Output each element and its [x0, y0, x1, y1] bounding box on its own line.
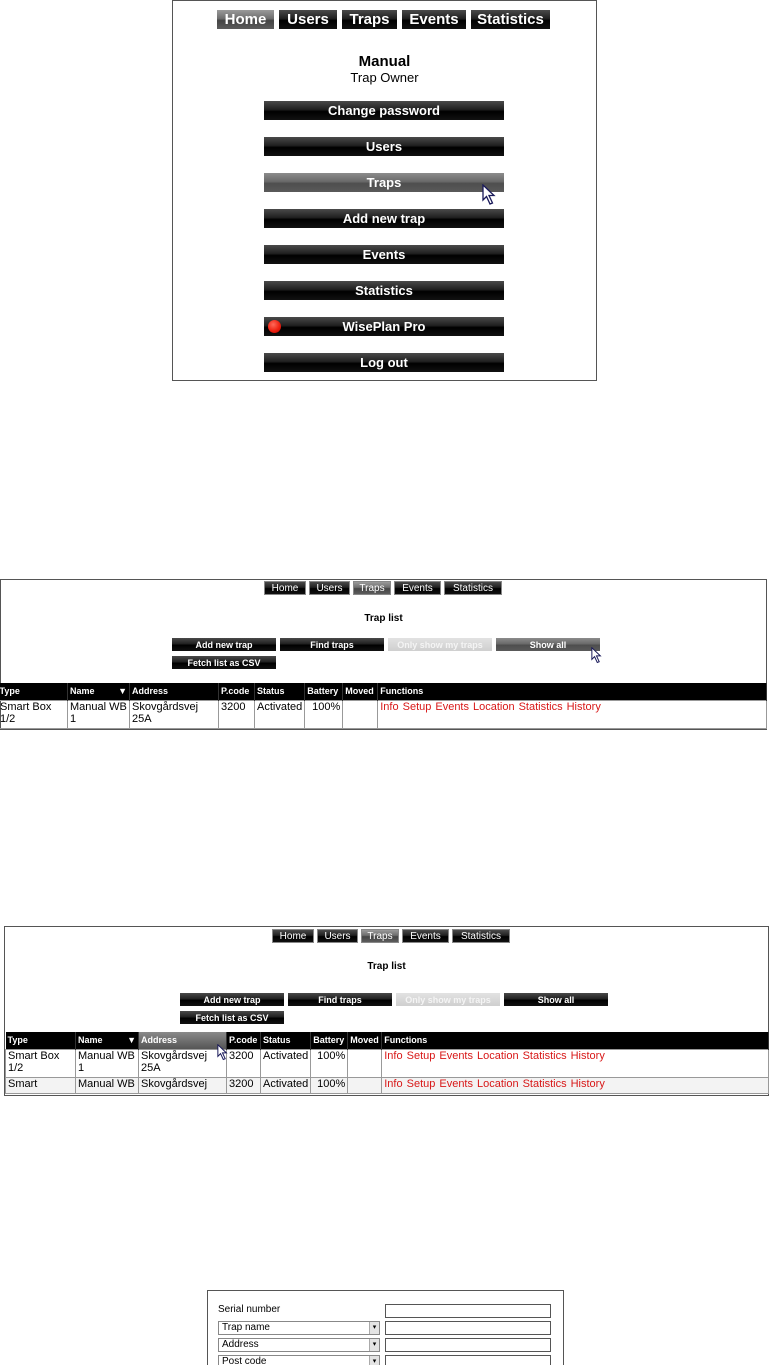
- user-name: Manual: [358, 53, 411, 70]
- info-link[interactable]: Info: [384, 1077, 403, 1090]
- nav-events[interactable]: Events: [402, 10, 466, 29]
- only-show-my-traps-button[interactable]: Only show my traps: [396, 993, 500, 1006]
- cell-type: Smart Box 1/2: [6, 1049, 76, 1077]
- info-link[interactable]: Info: [380, 700, 399, 713]
- cell-name: Manual WB 1: [76, 1049, 139, 1077]
- top-nav: [264, 581, 502, 595]
- nav-home[interactable]: Home: [264, 581, 306, 595]
- statistics-link[interactable]: Statistics: [522, 1077, 567, 1090]
- trap-list-panel-1: [0, 579, 767, 730]
- cell-address: Skovgårdsvej: [139, 1077, 227, 1093]
- cell-address: Skovgårdsvej 25A: [139, 1049, 227, 1077]
- change-password-button[interactable]: Change password: [264, 101, 504, 120]
- history-link[interactable]: History: [566, 700, 601, 713]
- nav-statistics[interactable]: Statistics: [452, 929, 510, 943]
- find-traps-button[interactable]: Find traps: [288, 993, 392, 1006]
- cell-status: Activated: [255, 700, 305, 728]
- events-link[interactable]: Events: [439, 1077, 473, 1090]
- nav-events[interactable]: Events: [394, 581, 441, 595]
- trap-search-form: [207, 1290, 564, 1365]
- table-row: [6, 1049, 769, 1077]
- location-link[interactable]: Location: [477, 1049, 519, 1062]
- sort-arrow-icon: ▼: [118, 686, 127, 697]
- col-status[interactable]: Status: [255, 683, 305, 700]
- cell-pcode: 3200: [227, 1077, 261, 1093]
- col-name[interactable]: [76, 1032, 139, 1049]
- cell-status: Activated: [261, 1077, 311, 1093]
- traps-button[interactable]: Traps: [264, 173, 504, 192]
- events-button[interactable]: Events: [264, 245, 504, 264]
- trap-name-input[interactable]: [385, 1321, 551, 1335]
- dropdown-arrow-icon: ▾: [369, 1356, 379, 1365]
- log-out-button[interactable]: Log out: [264, 353, 504, 372]
- nav-events[interactable]: Events: [402, 929, 449, 943]
- info-link[interactable]: Info: [384, 1049, 403, 1062]
- col-address[interactable]: Address: [139, 1032, 227, 1049]
- dropdown-arrow-icon: ▾: [369, 1339, 379, 1351]
- cell-battery: 100%: [305, 700, 343, 728]
- nav-users[interactable]: Users: [309, 581, 350, 595]
- statistics-link[interactable]: Statistics: [518, 700, 563, 713]
- dropdown-arrow-icon: ▾: [369, 1322, 379, 1334]
- col-moved[interactable]: Moved: [348, 1032, 382, 1049]
- trap-list-panel-2: [4, 926, 769, 1096]
- events-link[interactable]: Events: [439, 1049, 473, 1062]
- col-pcode[interactable]: P.code: [219, 683, 255, 700]
- fetch-csv-button[interactable]: Fetch list as CSV: [172, 656, 276, 669]
- statistics-link[interactable]: Statistics: [522, 1049, 567, 1062]
- trap-table: [0, 683, 767, 729]
- cell-status: Activated: [261, 1049, 311, 1077]
- page-title: Trap list: [367, 961, 406, 972]
- setup-link[interactable]: Setup: [402, 700, 432, 713]
- cell-pcode: 3200: [219, 700, 255, 728]
- col-battery[interactable]: Battery: [305, 683, 343, 700]
- table-header-row: [0, 683, 767, 700]
- find-traps-button[interactable]: Find traps: [280, 638, 384, 651]
- nav-home[interactable]: Home: [217, 10, 274, 29]
- nav-statistics[interactable]: Statistics: [444, 581, 502, 595]
- col-type[interactable]: Type: [6, 1032, 76, 1049]
- cell-battery: 100%: [311, 1049, 348, 1077]
- mouse-cursor-icon: [217, 1044, 228, 1061]
- col-moved[interactable]: Moved: [343, 683, 378, 700]
- setup-link[interactable]: Setup: [406, 1077, 436, 1090]
- table-row: [0, 700, 767, 728]
- top-nav: [217, 10, 550, 29]
- cell-functions: [378, 700, 767, 728]
- cell-name: Manual WB: [76, 1077, 139, 1093]
- status-dot-icon: [268, 320, 281, 333]
- cell-type: Smart: [6, 1077, 76, 1093]
- show-all-button[interactable]: Show all: [504, 993, 608, 1006]
- cell-functions: [382, 1077, 769, 1093]
- cell-name: Manual WB 1: [68, 700, 130, 728]
- nav-home[interactable]: Home: [272, 929, 314, 943]
- top-nav: [272, 929, 510, 943]
- location-link[interactable]: Location: [477, 1077, 519, 1090]
- field-select-3[interactable]: [218, 1355, 380, 1365]
- nav-traps[interactable]: Traps: [361, 929, 399, 943]
- statistics-button[interactable]: Statistics: [264, 281, 504, 300]
- history-link[interactable]: History: [570, 1077, 605, 1090]
- wiseplan-pro-button[interactable]: [264, 317, 504, 336]
- col-address[interactable]: Address: [130, 683, 219, 700]
- users-button[interactable]: Users: [264, 137, 504, 156]
- trap-table: [5, 1032, 769, 1094]
- nav-users[interactable]: Users: [317, 929, 358, 943]
- cell-moved: [348, 1077, 382, 1093]
- col-battery[interactable]: Battery: [311, 1032, 348, 1049]
- cell-battery: 100%: [311, 1077, 348, 1093]
- fetch-csv-button[interactable]: Fetch list as CSV: [180, 1011, 284, 1024]
- cell-pcode: 3200: [227, 1049, 261, 1077]
- page-title: Trap list: [364, 613, 403, 624]
- serial-number-label: Serial number: [218, 1304, 281, 1315]
- sort-arrow-icon: ▼: [127, 1035, 136, 1046]
- nav-traps[interactable]: Traps: [353, 581, 391, 595]
- field-select-value: Post code: [222, 1356, 267, 1365]
- cell-type: Smart Box 1/2: [0, 700, 68, 728]
- col-name-label: Name: [70, 686, 95, 697]
- wiseplan-pro-label: WisePlan Pro: [342, 319, 426, 334]
- mouse-cursor-icon: [591, 647, 602, 664]
- field-select-2[interactable]: [218, 1338, 380, 1352]
- show-all-button[interactable]: Show all: [496, 638, 600, 651]
- nav-statistics[interactable]: Statistics: [471, 10, 550, 29]
- col-pcode[interactable]: P.code: [227, 1032, 261, 1049]
- cell-functions: [382, 1049, 769, 1077]
- col-status[interactable]: Status: [261, 1032, 311, 1049]
- col-functions: Functions: [378, 683, 767, 700]
- nav-traps[interactable]: Traps: [342, 10, 397, 29]
- mouse-cursor-icon: [482, 184, 496, 206]
- table-row: [6, 1077, 769, 1093]
- field-select-1[interactable]: [218, 1321, 380, 1335]
- table-header-row: [6, 1032, 769, 1049]
- user-role: Trap Owner: [350, 70, 419, 85]
- only-show-my-traps-button[interactable]: Only show my traps: [388, 638, 492, 651]
- col-name[interactable]: [68, 683, 130, 700]
- add-new-trap-button[interactable]: Add new trap: [264, 209, 504, 228]
- col-name-label: Name: [78, 1035, 103, 1046]
- cell-address: Skovgårdsvej 25A: [130, 700, 219, 728]
- events-link[interactable]: Events: [435, 700, 469, 713]
- history-link[interactable]: History: [570, 1049, 605, 1062]
- add-new-trap-button[interactable]: Add new trap: [172, 638, 276, 651]
- setup-link[interactable]: Setup: [406, 1049, 436, 1062]
- main-menu-panel: [172, 0, 597, 381]
- add-new-trap-button[interactable]: Add new trap: [180, 993, 284, 1006]
- col-type[interactable]: Type: [0, 683, 68, 700]
- location-link[interactable]: Location: [473, 700, 515, 713]
- field-select-value: Trap name: [222, 1322, 270, 1333]
- cell-moved: [343, 700, 378, 728]
- col-functions: Functions: [382, 1032, 769, 1049]
- address-input[interactable]: [385, 1338, 551, 1352]
- post-code-input[interactable]: [385, 1355, 551, 1365]
- serial-number-input[interactable]: [385, 1304, 551, 1318]
- field-select-value: Address: [222, 1339, 259, 1350]
- nav-users[interactable]: Users: [279, 10, 337, 29]
- cell-moved: [348, 1049, 382, 1077]
